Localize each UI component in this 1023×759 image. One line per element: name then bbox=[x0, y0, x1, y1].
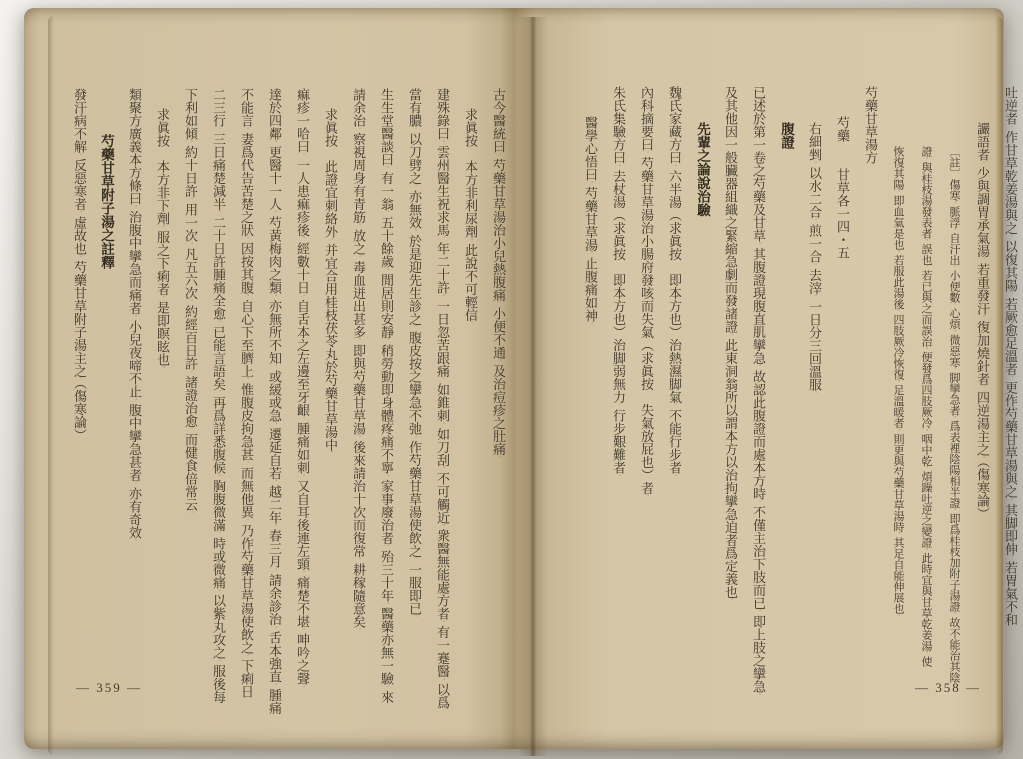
text-column: 痲疹一哈曰。一人患痲疹後。經數十日。自舌本之左邊至牙齦。腫痛如刺。又自耳後連左頸。痛楚不堪。呻吟之聲。 bbox=[295, 88, 310, 691]
text-column: 讝語者。少與調胃承氣湯。若重發汗。復加燒針者。四逆湯主之。（傷寒論） bbox=[975, 122, 990, 520]
text-column: 生生堂醫談曰。有一翁。五十餘歲。閒居則安靜。稍勞動即身體疼痛不寧。家事廢治者。殆三十年。醫藥亦無一驗。來 bbox=[379, 88, 394, 704]
page-left bbox=[72, 88, 512, 728]
page-stack-edge-left bbox=[48, 16, 54, 755]
text-column: 魏氏家藏方曰。六半湯（求眞按 即本方也）治熱濕脚氣。不能行步者。 bbox=[667, 86, 682, 480]
book-spread bbox=[24, 8, 1018, 749]
text-column: 內科摘要曰。芍藥甘草湯治小腸府發咳而失氣（求眞按 失氣放屁也）者。 bbox=[639, 86, 654, 500]
text-column: 類聚方廣義本方條曰。治腹中攣急而痛者。小兒夜啼不止。腹中攣急甚者。亦有奇效。 bbox=[127, 88, 142, 545]
page-number-right: — 358 — bbox=[915, 680, 981, 695]
page-right bbox=[576, 86, 1023, 726]
text-column: 二三行。三日痛楚減半。二十日許腫痛全愈。已能言語矣。再爲詳悉腹候。胸腹微滿。時或微痛。以紫丸攻之。服後每 bbox=[211, 88, 226, 704]
text-column: 建殊錄曰。雲州醫生祝求馬。年二十許。一日忽苦跟痛。如錐刺。如刀刮。不可觸近。衆醫無能處方者。有一蹇醫。以爲 bbox=[435, 88, 450, 710]
section-heading-predecessors: 先輩之論說治驗 bbox=[695, 122, 710, 217]
text-column: 古今醫統曰。芍藥甘草湯治小兒熱腹痛。小便不通。及治痘疹之肚痛。 bbox=[491, 88, 506, 461]
formula-ingredients: 芍藥 甘草各一四・五 bbox=[835, 116, 850, 259]
section-heading-abdomen: 腹證 bbox=[779, 122, 794, 149]
page-stack-edge-right bbox=[996, 16, 1003, 755]
text-column-note: 恢復其陽。即血氣是也。若服此湯後。四肢厥冷恢復。足溫暖者。則更與芍藥甘草湯時。其足自能伸展也。 bbox=[892, 146, 904, 619]
annotation-column: 求眞按 此證宜刺絡外。并宜合用桂枝茯苓丸於芍藥甘草湯中。 bbox=[323, 108, 338, 457]
annotation-column: 求眞按 本方非利尿劑。此說不可輕信。 bbox=[463, 108, 478, 327]
text-column: 不能言。妻爲代告苦楚之狀。因按其腹。自心下至臍上。惟腹皮拘急甚。而無他異。乃作芍藥甘草湯使飲之。下痢日 bbox=[239, 88, 254, 699]
formula-instructions: 右細剉。以水二合。煎一合。去滓。一日分三回溫服。 bbox=[807, 122, 822, 397]
book-gutter-shadow bbox=[518, 17, 548, 756]
text-column: 吐逆者。作甘草乾姜湯與之。以復其陽。若厥愈足溫者。更作芍藥甘草湯與之。其脚即伸。若胃氣不和 bbox=[1003, 86, 1018, 626]
text-column: 發汗病不解。反惡寒者。虛故也。芍藥甘草附子湯主之。（傷寒論） bbox=[72, 88, 87, 442]
annotation-column: 求眞按 本方非下劑。服之下痢者。是即瞑眩也。 bbox=[155, 108, 170, 372]
text-column: 及其他因一般臟器組織之緊縮急劇而發諸證。此東洞翁所以謂本方以治拘攣急迫者爲定義也。 bbox=[723, 86, 738, 604]
page-number-left: — 359 — bbox=[76, 680, 142, 695]
text-column: 醫學心悟曰。芍藥甘草湯。止腹痛如神。 bbox=[583, 116, 598, 328]
text-column: 朱氏集驗方曰。去杖湯（求眞按 即本方也）治脚弱無力。行步艱難者。 bbox=[611, 86, 626, 480]
text-column-note: 證。與桂枝湯發表者。誤也。若已與之而誤治。便發爲四肢厥冷。咽中乾。煩躁吐逆之變證。此時宜與甘草乾姜湯。使 bbox=[920, 146, 932, 667]
text-column: 當有膿。以刀劈之。亦無效。於是迎先生診之。腹皮按之攣急不弛。作芍藥甘草湯使飲之。一服即已。 bbox=[407, 88, 422, 621]
text-column: 下利如傾。約十日許。用一次。凡五六次。約經百日許。諸證治愈。而健食倍常云。 bbox=[183, 88, 198, 517]
text-column: 請余治。察視周身有青筋。放之。毒血迸出甚多。即與芍藥甘草湯。後來請治十次而復常。耕稼隨意矣。 bbox=[351, 88, 366, 634]
text-column: 已述於第一卷之芍藥及甘草。其腹證現腹直肌攣急。故認此腹證而處本方時。不僅主治下肢而已。即上肢之攣急。 bbox=[751, 86, 766, 699]
text-column: 達於四鄰。更醫十一人。芍黃梅肉之類。亦無所不知。或緩或急。遷延自若。越二年。春三月。請余診治。舌本強直。腫痛 bbox=[267, 88, 282, 715]
section-heading-fuzi-decoction: 芍藥甘草附子湯之註釋 bbox=[99, 134, 114, 269]
text-column-note: 〔註〕傷寒。脈浮。自汗出。小便數。心煩。微惡寒。脚攣急者。爲表裡陰陽相半證。即爲桂枝加附子湯證。故不能治其陰 bbox=[948, 146, 960, 683]
section-heading-formula: 芍藥甘草湯方 bbox=[863, 86, 878, 164]
